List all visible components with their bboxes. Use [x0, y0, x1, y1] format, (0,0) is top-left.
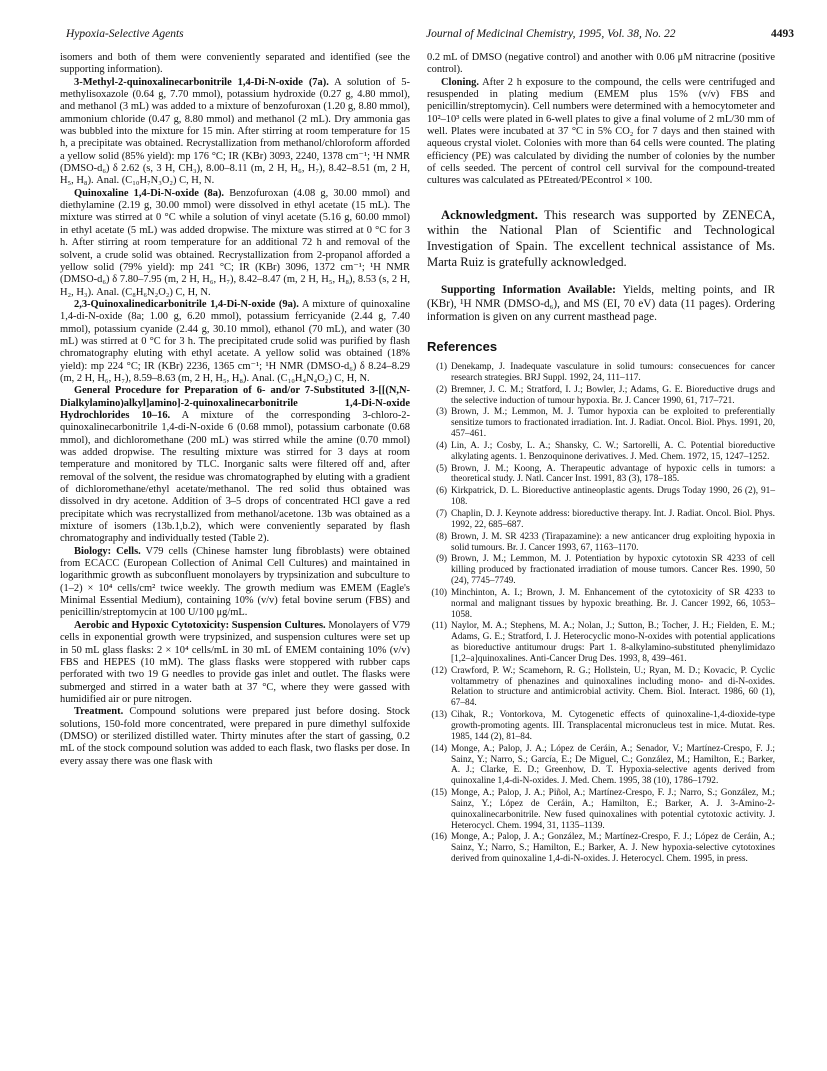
- reference-number: (12): [431, 665, 447, 676]
- paragraph-compound-7a: [60, 77, 410, 188]
- body-acknowledgment: This research was supported by ZENECA, within the National Plan of Scientific and Technological Investigation of Spain. The excellent technical assistance of Ms. Marta Ruiz is gratefully acknowledged.: [427, 207, 775, 269]
- reference-item: [427, 486, 775, 508]
- reference-text: Lin, A. J.; Cosby, L. A.; Shansky, C. W.; Sartorelli, A. C. Potential bioreductive alkylating agents. 1. Benzoquinone derivatives. J. Med. Chem. 1972, 15, 1247–1252.: [451, 440, 775, 462]
- reference-text: Chaplin, D. J. Keynote address: bioreductive therapy. Int. J. Radiat. Oncol. Biol. Phys. 1992, 22, 685–687.: [451, 508, 775, 530]
- heading-cloning: Cloning.: [441, 76, 479, 88]
- reference-text: Minchinton, A. I.; Brown, J. M. Enhancement of the cytotoxicity of SR 4233 to normal and malignant tissues by hypoxic breathing. Br. J. Cancer 1992, 66, 1053–1058.: [451, 587, 775, 620]
- reference-text: Crawford, P. W.; Scamehorn, R. G.; Hollstein, U.; Ryan, M. D.; Kovacic, P. Cyclic voltammetry of phenazines and quinoxalines including mono- and di-N-oxides. Relation to structure and antimicrobial activity. Chem. Biol. Interact. 1986, 60 (1), 67–84.: [451, 665, 775, 709]
- reference-item: [427, 832, 775, 865]
- heading-general-procedure: General Procedure for Preparation of 6- and/or 7-Substituted 3-[[(N,N-Dialkylamino)alkyl]amino]-2-quinoxalinecarbonitrile 1,4-Di-N-oxide Hydrochlorides 10–16.: [60, 385, 410, 421]
- reference-number: (13): [431, 710, 447, 721]
- paragraph-cytotoxicity: [60, 620, 410, 706]
- reference-item: [427, 532, 775, 554]
- reference-text: Cihak, R.; Vontorkova, M. Cytogenetic effects of quinoxaline-1,4-dioxide-type growth-promoting agents. III. Transplacental micronucleus test in mice. Mutat. Res. 1985, 144 (2), 81–84.: [451, 710, 775, 742]
- reference-item: [427, 509, 775, 531]
- heading-biology-cells: Biology: Cells.: [74, 545, 141, 557]
- reference-number: (4): [436, 440, 447, 451]
- reference-item: [427, 407, 775, 440]
- reference-text: Naylor, M. A.; Stephens, M. A.; Nolan, J.; Sutton, B.; Tocher, J. H.; Fielden, E. M.; Adams, G. E.; Stratford, I. J. Heterocyclic mono-N-oxides with potential applications as bioreductive antitumour drugs: Part 1. 8-alkylamino-substituted phenylimidazo [1,2–a]quinoxalines. Anti-Cancer Drug Des. 1993, 8, 439–461.: [451, 621, 775, 664]
- heading-acknowledgment: Acknowledgment.: [441, 207, 538, 222]
- reference-item: [427, 362, 775, 384]
- supporting-information: [427, 284, 775, 325]
- reference-text: Kirkpatrick, D. L. Bioreductive antineoplastic agents. Drugs Today 1990, 26 (2), 91–108.: [451, 486, 775, 508]
- reference-number: (9): [436, 554, 447, 565]
- reference-text: Brown, J. M.; Koong, A. Therapeutic advantage of hypoxic cells in tumors: a theoretical study. J. Natl. Cancer Inst. 1991, 83 (3), 178–185.: [451, 463, 775, 485]
- reference-item: [427, 666, 775, 709]
- reference-number: (5): [436, 463, 447, 474]
- body-general-procedure: A mixture of the corresponding 3-chloro-2-quinoxalinecarbonitrile 1,4-di-N-oxide 6 (0.68 mmol), potassium carbonate (0.68 mmol), and dichloromethane (200 mL) was stirred while the amine (0.70 mmol) was added dropwise. The resulting mixture was stirred for 3 days at room temperature and monitored by TLC. Inorganic salts were filtered off and, after removal of the solvent, the residue was chromatographed by eluting with a gradient of dichloromethane/ethyl acetate/methanol. The red solid thus obtained was dissolved in dry acetone. Addition of 3–5 drops of concentrated HCl gave a red precipitate which was recrystallized from methanol/acetone. 13b was obtained as a mixture of isomers (13b.1,b.2), which were conveniently separated by flash chromatography and individually tested (Table 2).: [60, 409, 410, 545]
- acknowledgment: [427, 208, 775, 270]
- reference-item: [427, 744, 775, 787]
- reference-text: Brown, J. M. SR 4233 (Tirapazamine): a new anticancer drug exploiting hypoxia in solid tumours. Br. J. Cancer 1993, 67, 1163–1170.: [451, 531, 775, 553]
- reference-text: Monge, A.; Palop, J. A.; González, M.; Martínez-Crespo, F. J.; López de Ceráin, A.; Sainz, Y.; Narro, S.; Hamilton, E.; Barker, A. J. New hypoxia-selective cytotoxines derived from quinoxaline 1,4-di-N-oxides. J. Heterocycl. Chem. 1995, in press.: [451, 832, 775, 865]
- reference-number: (3): [436, 407, 447, 418]
- reference-number: (6): [436, 486, 447, 497]
- paragraph-isomers: isomers and both of them were conveniently separated and identified (see the supporting information).: [60, 52, 410, 76]
- reference-number: (15): [431, 788, 447, 799]
- reference-item: [427, 385, 775, 407]
- reference-text: Monge, A.; Palop, J. A.; Piñol, A.; Martínez-Crespo, F. J.; Narro, S.; González, M.; Sainz, Y.; López de Ceráin, A.; Hamilton, E.; Barker, A. J. 3-Amino-2-quinoxalinecarbonitrile. New fused quinoxalines with potential cytotoxic activity. J. Heterocycl. Chem. 1994, 31, 1135–1139.: [451, 788, 775, 831]
- reference-item: [427, 621, 775, 664]
- body-supporting-information: Yields, melting points, and IR (KBr), ¹H NMR (DMSO-d₆), and MS (EI, 70 eV) data (11 pages). Ordering information is given on any current masthead page.: [427, 284, 775, 324]
- reference-item: [427, 464, 775, 486]
- body-biology-cells: V79 cells (Chinese hamster lung fibroblasts) were obtained from ECACC (European Collection of Animal Cell Cultures) and maintained in logarithmic growth as subconfluent monolayers by trypsinization and subculture to (1–2) × 10⁴ cells/cm² twice weekly. The growth medium was EMEM (Eagle's Minimal Essential Medium), containing 10% (v/v) fetal bovine serum (FBS) and penicillin/streptomycin at 100 U/100 μg/mL.: [60, 545, 410, 619]
- paragraph-compound-8a: [60, 188, 410, 299]
- reference-item: [427, 710, 775, 743]
- reference-text: Bremner, J. C. M.; Stratford, I. J.; Bowler, J.; Adams, G. E. Bioreductive drugs and the selective induction of tumour hypoxia. Br. J. Cancer 1990, 61, 717–721.: [451, 384, 775, 406]
- reference-number: (11): [431, 621, 447, 632]
- reference-item: [427, 441, 775, 463]
- reference-number: (1): [436, 362, 447, 372]
- heading-compound-7a: 3-Methyl-2-quinoxalinecarbonitrile 1,4-Di-N-oxide (7a).: [74, 76, 329, 88]
- paragraph-controls: 0.2 mL of DMSO (negative control) and another with 0.06 μM nitracrine (positive control).: [427, 52, 775, 76]
- reference-number: (2): [436, 384, 447, 395]
- left-column: [60, 52, 410, 768]
- reference-text: Monge, A.; Palop, J. A.; López de Ceráin, A.; Senador, V.; Martínez-Crespo, F. J.; Sainz, Y.; Narro, S.; García, E.; De Miguel, C.; González, M.; Hamilton, E.; Barker, A. J.; Clarke, E. D.; Greenhow, D. T. Hypoxia-selective agents derived from quinoxaline 1,4-di-N-oxides. J. Med. Chem. 1995, 38 (10), 1786–1792.: [451, 743, 775, 787]
- body-treatment: Compound solutions were prepared just before dosing. Stock solutions, 150-fold more concentrated, were prepared in pure dimethyl sulfoxide (DMSO) or sterilized distilled water. Thirty minutes after the start of gassing, 0.2 mL of the stock compound solution was added to each flask, two flasks per dose. In every assay there was one flask with: [60, 706, 410, 767]
- reference-number: (16): [431, 832, 447, 843]
- reference-text: Denekamp, J. Inadequate vasculature in solid tumours: consecuences for cancer research strategies. BRJ Suppl. 1992, 24, 111–117.: [451, 362, 775, 383]
- reference-number: (10): [431, 587, 447, 598]
- journal-citation: Journal of Medicinal Chemistry, 1995, Vol. 38, No. 22: [426, 28, 676, 40]
- references-heading: References: [427, 338, 498, 354]
- reference-item: [427, 788, 775, 831]
- reference-number: (7): [436, 508, 447, 519]
- reference-text: Brown, J. M.; Lemmon, M. J. Potentiation by hypoxic cytotoxin SR 4233 of cell killing produced by fractionated irradiation of mouse tumors. Cancer Res. 1990, 50 (24), 7745–7749.: [451, 554, 775, 587]
- reference-item: [427, 588, 775, 621]
- body-compound-8a: Benzofuroxan (4.08 g, 30.00 mmol) and diethylamine (2.19 g, 30.00 mmol) were dissolved in ethyl acetate (15 mL). The mixture was stirred at 0 °C while a solution of vinyl acetate (5.16 g, 60.00 mmol) in ethyl acetate (5 mL) was added dropwise. The mixture was stirred at 0 °C for 3 h. After stirring at room temperature for an additional 72 h and removal of the solvent, a crude solid was obtained. Recrystallization from 2-propanol afforded a yellow solid (79% yield): mp 241 °C; IR (KBr) 3096, 1372 cm⁻¹; ¹H NMR (DMSO-d₆) δ 7.80–7.95 (m, 2 H, H₆, H₇), 8.42–8.47 (m, 2 H, H₅, H₈), 8.53 (s, 2 H, H₂, H₃). Anal. (C₈H₆N₂O₂) C, H, N.: [60, 187, 410, 298]
- body-compound-7a: A solution of 5-methylisoxazole (0.64 g, 7.70 mmol), potassium hydroxide (0.27 g, 4.80 mmol), and methanol (3 mL) was added to a mixture of benzofuroxan (1.20 g, 8.80 mmol), ammonium chloride (0.47 g, 8.80 mmol) and methanol (2 mL). Dry ammonia gas was bubbled into the mixture for 15 min. After stirring at room temperature for 15 h, a precipitate was obtained. Recrystallization from methanol/chloroform afforded a yellow solid (85% yield): mp 176 °C; IR (KBr) 3093, 2240, 1378 cm⁻¹; ¹H NMR (DMSO-d₆) δ 2.62 (s, 3 H, CH₃), 8.00–8.11 (m, 2 H, H₆, H₇), 8.42–8.51 (m, 2 H, H₅, H₈). Anal. (C₁₀H₇N₃O₂) C, H, N.: [60, 76, 410, 187]
- paragraph-cloning: [427, 77, 775, 188]
- reference-number: (14): [431, 743, 447, 754]
- heading-compound-9a: 2,3-Quinoxalinedicarbonitrile 1,4-Di-N-oxide (9a).: [74, 298, 299, 310]
- heading-compound-8a: Quinoxaline 1,4-Di-N-oxide (8a).: [74, 187, 225, 199]
- paragraph-compound-9a: [60, 299, 410, 385]
- right-column: [427, 52, 775, 866]
- page-number: 4493: [771, 28, 794, 40]
- body-cloning: After 2 h exposure to the compound, the cells were centrifuged and resuspended in plating medium (EMEM plus 15% (v/v) FBS and penicillin/streptomycin). Cell numbers were determined with a hemocytometer and 10²–10³ cells were plated in 6-well plates to give a final volume of 2 mL/30 mm of well. Plates were incubated at 37 °C in 5% CO₂ for 7 days and then stained with aqueous crystal violet. Colonies with more than 64 cells were counted. The plating efficiency (PE) was calculated by dividing the number of colonies by the number of cells seeded. The percent of control cell survival for the compound-treated cultures was calculated as PEtreated/PEcontrol × 100.: [427, 76, 775, 187]
- heading-supporting-information: Supporting Information Available:: [441, 284, 616, 297]
- running-head-journal: [426, 28, 794, 40]
- paragraph-general-procedure: [60, 385, 410, 545]
- reference-item: [427, 554, 775, 587]
- reference-list: [427, 362, 775, 865]
- body-cytotoxicity: Monolayers of V79 cells in exponential growth were trypsinized, and suspension cultures were set up in 50 mL glass flasks: 2 × 10⁴ cells/mL in 30 mL of EMEM containing 10% (v/v) FBS and HEPES (10 mM). The glass flasks were stoppered with rubber caps perforated with two 19 G needles to provide gas inlet and outlet. The flasks were submerged and stirred in a water bath at 37 °C, where they were gassed with humidified air or pure nitrogen.: [60, 619, 411, 705]
- paragraph-biology-cells: [60, 546, 410, 620]
- running-head-title: Hypoxia-Selective Agents: [66, 28, 184, 40]
- heading-cytotoxicity: Aerobic and Hypoxic Cytotoxicity: Suspension Cultures.: [74, 619, 326, 631]
- body-compound-9a: A mixture of quinoxaline 1,4-di-N-oxide (8a; 1.00 g, 6.20 mmol), potassium ferricyanide (2.44 g, 7.40 mmol), potassium cyanide (2.44 g, 30.10 mmol), ethanol (70 mL), and water (30 mL) was stirred at 0 °C for 3 h. The precipitated crude solid was purified by flash chromatography eluting with ethyl acetate. A yellow solid was obtained (18% yield): mp 224 °C; IR (KBr) 2236, 1365 cm⁻¹; ¹H NMR (DMSO-d₆) δ 8.24–8.29 (m, 2 H, H₆, H₇), 8.59–8.63 (m, 2 H, H₅, H₈). Anal. (C₁₀H₄N₄O₂) C, H, N.: [60, 298, 410, 384]
- paragraph-treatment: [60, 706, 410, 768]
- reference-number: (8): [436, 531, 447, 542]
- heading-treatment: Treatment.: [74, 706, 124, 718]
- reference-text: Brown, J. M.; Lemmon, M. J. Tumor hypoxia can be exploited to preferentially sensitize tumors to fractionated irradiation. Int. J. Radiat. Oncol. Biol. Phys. 1991, 20, 457–461.: [451, 407, 775, 440]
